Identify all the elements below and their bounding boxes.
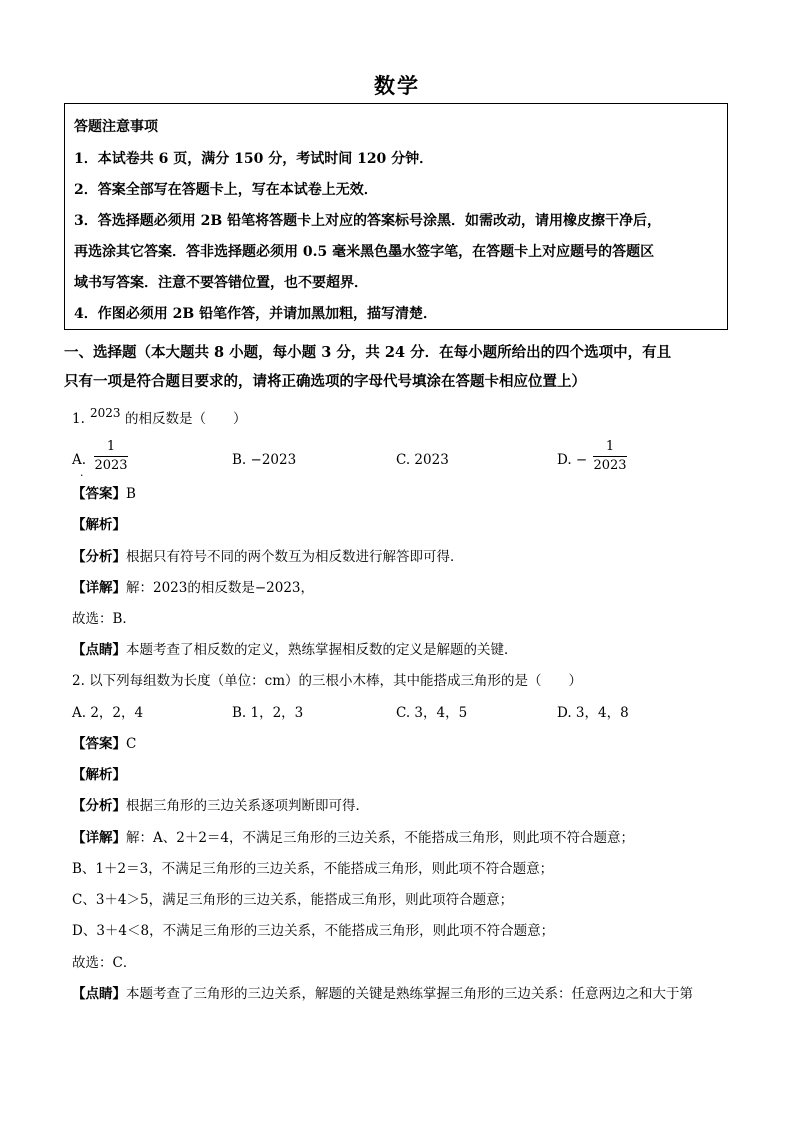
q2-option-c: C. 3，4，5	[396, 705, 468, 721]
section-heading-line-1: 一、选择题（本大题共 8 小题，每小题 3 分，共 24 分．在每小题所给出的四个选项中，有且	[64, 344, 672, 361]
q1-option-d-fraction	[593, 439, 627, 474]
q1-jiexi: 【解析】	[72, 517, 126, 533]
q1-fenxi-tag: 【分析】	[72, 549, 126, 565]
q1-stem-number: 2023	[90, 406, 121, 420]
q1-xiangjie-tag: 【详解】	[72, 580, 126, 596]
q1-option-a-fraction	[94, 439, 128, 474]
q2-option-b: B. 1，2，3	[232, 705, 304, 721]
q1-xiangjie: 解：2023的相反数是−2023，	[126, 580, 315, 596]
q1-option-a-label: A.	[72, 452, 87, 468]
q1-option-a-denominator: 2023	[94, 458, 128, 473]
q1-number: 1.	[72, 411, 85, 427]
q1-answer: B	[126, 486, 136, 502]
q2-answer: C	[126, 736, 137, 752]
q2-option-a: A. 2，2，4	[72, 705, 144, 721]
q1-option-d-label: D. −	[557, 452, 588, 468]
q1-option-a-numerator: 1	[106, 439, 116, 454]
q1-dianjing-tag: 【点睛】	[72, 642, 126, 658]
q1-option-c: C. 2023	[396, 452, 449, 468]
section-heading-line-2: 只有一项是符合题目要求的，请将正确选项的字母代号填涂在答题卡相应位置上）	[64, 373, 586, 390]
q1-fenxi: 根据只有符号不同的两个数互为相反数进行解答即可得．	[126, 549, 464, 565]
q1-option-d-denominator: 2023	[593, 458, 627, 473]
q1-answer-row	[72, 485, 136, 503]
q1-fenxi-row	[72, 548, 464, 566]
q2-line-b: B、1＋2＝3，不满足三角形的三边关系，不能搭成三角形，则此项不符合题意；	[72, 861, 554, 877]
q2-guxuan: 故选：C．	[72, 955, 137, 971]
q1-dianjing-row	[72, 641, 518, 659]
q2-answer-tag: 【答案】	[72, 736, 126, 752]
notice-item-2: 2．答案全部写在答题卡上，写在本试卷上无效．	[74, 182, 378, 198]
q1-dianjing: 本题考查了相反数的定义，熟练掌握相反数的定义是解题的关键．	[126, 642, 518, 658]
page-title: 数学	[374, 73, 420, 98]
fraction-bar	[94, 456, 128, 457]
q2-fenxi-tag: 【分析】	[72, 798, 126, 814]
q1-option-d-numerator: 1	[605, 439, 615, 454]
notice-item-3: 3．答选择题必须用 2B 铅笔将答题卡上对应的答案标号涂黑．如需改动，请用橡皮擦干净后，	[74, 213, 662, 229]
q2-xiangjie: 解：A、2＋2＝4，不满足三角形的三边关系，不能搭成三角形，则此项不符合题意；	[126, 830, 635, 846]
q2-fenxi: 根据三角形的三边关系逐项判断即可得．	[126, 798, 369, 814]
q1-xiangjie-row	[72, 579, 314, 597]
notice-item-1: 1．本试卷共 6 页，满分 150 分，考试时间 120 分钟．	[74, 151, 434, 167]
notice-item-3-cont-1: 再选涂其它答案．答非选择题必须用 0.5 毫米黑色墨水签字笔，在答题卡上对应题号的答题区	[74, 244, 655, 260]
q2-xiangjie-row	[72, 829, 634, 847]
q1-stem-text: 的相反数是（ ）	[125, 411, 247, 427]
notice-heading: 答题注意事项	[74, 119, 158, 135]
q1-answer-tag: 【答案】	[72, 486, 126, 502]
q2-dianjing-tag: 【点睛】	[72, 986, 126, 1002]
q2-dianjing: 本题考查了三角形的三边关系，解题的关键是熟练掌握三角形的三边关系：任意两边之和大于第	[126, 986, 693, 1002]
q1-option-a-dot: ·	[80, 469, 84, 482]
q2-dianjing-row	[72, 985, 693, 1003]
q2-fenxi-row	[72, 797, 369, 815]
q1-guxuan: 故选：B．	[72, 611, 136, 627]
q2-line-c: C、3＋4＞5，满足三角形的三边关系，能搭成三角形，则此项符合题意；	[72, 892, 514, 908]
q2-answer-row	[72, 735, 136, 753]
q2-jiexi: 【解析】	[72, 767, 126, 783]
notice-item-4: 4．作图必须用 2B 铅笔作答，并请加黑加粗，描写清楚．	[74, 306, 438, 322]
q2-xiangjie-tag: 【详解】	[72, 830, 126, 846]
q2-stem: 2. 以下列每组数为长度（单位：cm）的三根小木棒，其中能搭成三角形的是（ ）	[72, 673, 583, 689]
q2-line-d: D、3＋4＜8，不满足三角形的三边关系，不能搭成三角形，则此项不符合题意；	[72, 923, 555, 939]
q1-option-b: B. −2023	[232, 452, 297, 468]
notice-item-3-cont-2: 域书写答案．注意不要答错位置，也不要超界．	[74, 275, 368, 291]
q2-option-d: D. 3，4，8	[557, 705, 629, 721]
notice-box	[64, 103, 728, 330]
fraction-bar	[593, 456, 627, 457]
